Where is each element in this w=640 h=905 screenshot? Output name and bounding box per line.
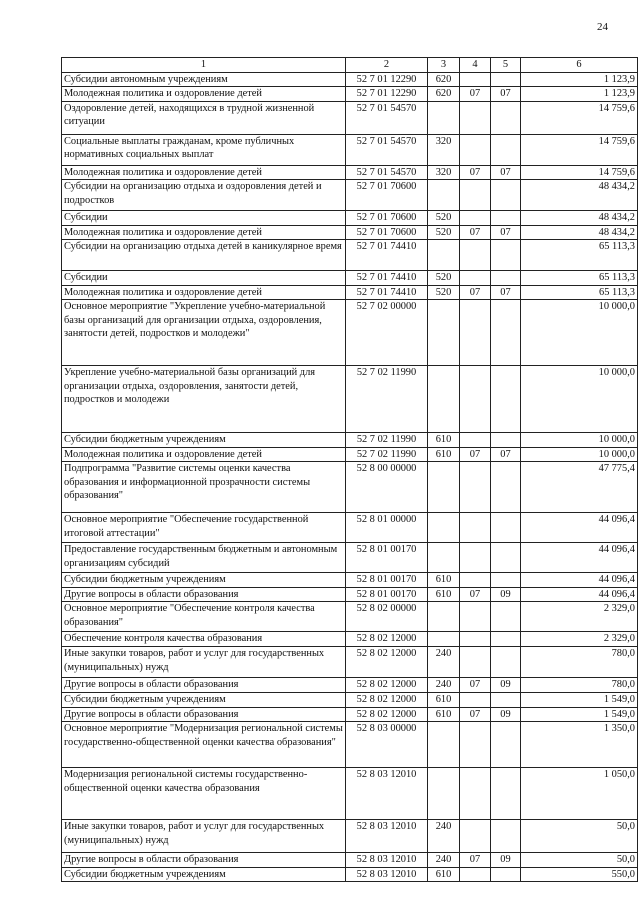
table-row xyxy=(62,87,638,102)
table-row xyxy=(62,211,638,226)
row-subsection-cell xyxy=(491,211,521,226)
row-type-cell: 240 xyxy=(428,647,460,678)
row-section-cell xyxy=(460,240,491,271)
row-amount-cell: 44 096,4 xyxy=(521,543,638,573)
row-amount-cell: 10 000,0 xyxy=(521,447,638,462)
row-type-cell xyxy=(428,632,460,647)
table-row xyxy=(62,462,638,513)
row-name-cell: Укрепление учебно-материальной базы организаций для организации отдыха, оздоровления, занятости детей, подростков и молодежи xyxy=(62,366,346,433)
row-subsection-cell xyxy=(491,101,521,134)
row-name-cell: Основное мероприятие "Модернизация региональной системы государственно-общественной оценки качества образования" xyxy=(62,722,346,768)
row-subsection-cell xyxy=(491,433,521,448)
row-name-cell: Молодежная политика и оздоровление детей xyxy=(62,285,346,300)
row-section-cell xyxy=(460,433,491,448)
header-col-4: 4 xyxy=(460,58,491,73)
row-code-cell: 52 8 03 12010 xyxy=(346,768,428,820)
row-amount-cell: 50,0 xyxy=(521,853,638,868)
row-code-cell: 52 7 01 12290 xyxy=(346,87,428,102)
row-subsection-cell: 07 xyxy=(491,285,521,300)
header-col-3: 3 xyxy=(428,58,460,73)
row-amount-cell: 47 775,4 xyxy=(521,462,638,513)
row-code-cell: 52 8 01 00170 xyxy=(346,543,428,573)
table-row xyxy=(62,225,638,240)
table-row xyxy=(62,587,638,602)
row-type-cell: 240 xyxy=(428,678,460,693)
row-section-cell: 07 xyxy=(460,678,491,693)
row-name-cell: Субсидии xyxy=(62,271,346,286)
header-row xyxy=(62,58,638,73)
row-subsection-cell xyxy=(491,271,521,286)
row-name-cell: Субсидии бюджетным учреждениям xyxy=(62,433,346,448)
row-amount-cell: 48 434,2 xyxy=(521,225,638,240)
table-row xyxy=(62,722,638,768)
row-section-cell xyxy=(460,820,491,853)
row-amount-cell: 1 549,0 xyxy=(521,693,638,708)
row-subsection-cell xyxy=(491,602,521,632)
row-subsection-cell: 07 xyxy=(491,447,521,462)
table-row xyxy=(62,632,638,647)
row-type-cell: 520 xyxy=(428,211,460,226)
row-name-cell: Субсидии xyxy=(62,211,346,226)
row-code-cell: 52 8 02 12000 xyxy=(346,707,428,722)
row-section-cell: 07 xyxy=(460,707,491,722)
table-row xyxy=(62,543,638,573)
row-type-cell: 610 xyxy=(428,587,460,602)
row-code-cell: 52 8 03 00000 xyxy=(346,722,428,768)
row-code-cell: 52 7 01 74410 xyxy=(346,240,428,271)
table-row xyxy=(62,447,638,462)
row-name-cell: Основное мероприятие "Обеспечение государственной итоговой аттестации" xyxy=(62,513,346,543)
row-name-cell: Основное мероприятие "Обеспечение контроля качества образования" xyxy=(62,602,346,632)
row-section-cell xyxy=(460,462,491,513)
row-type-cell: 520 xyxy=(428,225,460,240)
row-amount-cell: 44 096,4 xyxy=(521,513,638,543)
row-subsection-cell xyxy=(491,513,521,543)
row-name-cell: Субсидии бюджетным учреждениям xyxy=(62,867,346,882)
row-section-cell xyxy=(460,867,491,882)
row-section-cell xyxy=(460,632,491,647)
row-subsection-cell xyxy=(491,543,521,573)
row-amount-cell: 10 000,0 xyxy=(521,366,638,433)
table-row xyxy=(62,867,638,882)
row-amount-cell: 14 759,6 xyxy=(521,101,638,134)
table-row xyxy=(62,647,638,678)
row-type-cell: 610 xyxy=(428,433,460,448)
row-section-cell xyxy=(460,573,491,588)
row-subsection-cell xyxy=(491,722,521,768)
row-code-cell: 52 7 01 54570 xyxy=(346,101,428,134)
table-row xyxy=(62,72,638,87)
row-amount-cell: 550,0 xyxy=(521,867,638,882)
row-code-cell: 52 7 01 70600 xyxy=(346,180,428,211)
row-code-cell: 52 7 01 70600 xyxy=(346,225,428,240)
row-type-cell: 320 xyxy=(428,134,460,165)
row-section-cell xyxy=(460,300,491,366)
row-type-cell xyxy=(428,101,460,134)
row-type-cell xyxy=(428,462,460,513)
row-subsection-cell xyxy=(491,573,521,588)
row-subsection-cell xyxy=(491,632,521,647)
table-row xyxy=(62,366,638,433)
row-section-cell: 07 xyxy=(460,587,491,602)
row-type-cell: 620 xyxy=(428,87,460,102)
row-section-cell xyxy=(460,513,491,543)
row-subsection-cell: 07 xyxy=(491,225,521,240)
row-amount-cell: 65 113,3 xyxy=(521,240,638,271)
row-subsection-cell xyxy=(491,180,521,211)
row-type-cell xyxy=(428,602,460,632)
table-row xyxy=(62,853,638,868)
table-row xyxy=(62,513,638,543)
row-section-cell: 07 xyxy=(460,285,491,300)
row-section-cell xyxy=(460,543,491,573)
row-amount-cell: 780,0 xyxy=(521,647,638,678)
row-name-cell: Молодежная политика и оздоровление детей xyxy=(62,447,346,462)
row-code-cell: 52 7 02 11990 xyxy=(346,366,428,433)
row-subsection-cell: 07 xyxy=(491,87,521,102)
table-row xyxy=(62,678,638,693)
row-section-cell: 07 xyxy=(460,225,491,240)
row-code-cell: 52 8 01 00000 xyxy=(346,513,428,543)
row-code-cell: 52 8 02 12000 xyxy=(346,693,428,708)
header-col-6: 6 xyxy=(521,58,638,73)
row-subsection-cell: 07 xyxy=(491,165,521,180)
row-code-cell: 52 7 02 11990 xyxy=(346,433,428,448)
row-amount-cell: 48 434,2 xyxy=(521,180,638,211)
row-code-cell: 52 7 01 54570 xyxy=(346,165,428,180)
row-name-cell: Оздоровление детей, находящихся в трудной жизненной ситуации xyxy=(62,101,346,134)
table-row xyxy=(62,433,638,448)
row-subsection-cell xyxy=(491,300,521,366)
row-code-cell: 52 7 01 54570 xyxy=(346,134,428,165)
row-amount-cell: 2 329,0 xyxy=(521,632,638,647)
header-col-2: 2 xyxy=(346,58,428,73)
table-row xyxy=(62,300,638,366)
row-name-cell: Молодежная политика и оздоровление детей xyxy=(62,165,346,180)
row-type-cell xyxy=(428,366,460,433)
row-name-cell: Субсидии бюджетным учреждениям xyxy=(62,693,346,708)
row-type-cell: 610 xyxy=(428,573,460,588)
row-section-cell: 07 xyxy=(460,447,491,462)
row-amount-cell: 1 123,9 xyxy=(521,87,638,102)
row-name-cell: Основное мероприятие "Укрепление учебно-материальной базы организаций для организации отдыха, оздоровления, занятости детей, подростков и молодежи" xyxy=(62,300,346,366)
row-code-cell: 52 7 01 12290 xyxy=(346,72,428,87)
row-amount-cell: 1 050,0 xyxy=(521,768,638,820)
row-subsection-cell: 09 xyxy=(491,678,521,693)
row-type-cell xyxy=(428,180,460,211)
row-subsection-cell xyxy=(491,693,521,708)
row-subsection-cell xyxy=(491,240,521,271)
row-name-cell: Обеспечение контроля качества образования xyxy=(62,632,346,647)
row-amount-cell: 10 000,0 xyxy=(521,433,638,448)
row-amount-cell: 48 434,2 xyxy=(521,211,638,226)
row-code-cell: 52 7 01 74410 xyxy=(346,285,428,300)
row-amount-cell: 65 113,3 xyxy=(521,271,638,286)
table-header xyxy=(62,58,638,73)
row-subsection-cell xyxy=(491,366,521,433)
row-section-cell xyxy=(460,180,491,211)
table-row xyxy=(62,285,638,300)
row-amount-cell: 2 329,0 xyxy=(521,602,638,632)
row-code-cell: 52 8 00 00000 xyxy=(346,462,428,513)
row-section-cell xyxy=(460,722,491,768)
row-subsection-cell xyxy=(491,768,521,820)
row-name-cell: Другие вопросы в области образования xyxy=(62,707,346,722)
row-type-cell: 240 xyxy=(428,820,460,853)
row-name-cell: Другие вопросы в области образования xyxy=(62,678,346,693)
row-amount-cell: 50,0 xyxy=(521,820,638,853)
row-type-cell: 520 xyxy=(428,285,460,300)
table-row xyxy=(62,768,638,820)
budget-table xyxy=(61,57,638,882)
row-type-cell xyxy=(428,240,460,271)
row-code-cell: 52 7 02 11990 xyxy=(346,447,428,462)
table-row xyxy=(62,707,638,722)
table-row xyxy=(62,180,638,211)
row-code-cell: 52 7 01 74410 xyxy=(346,271,428,286)
row-type-cell: 610 xyxy=(428,447,460,462)
row-section-cell xyxy=(460,647,491,678)
row-type-cell: 610 xyxy=(428,693,460,708)
row-name-cell: Другие вопросы в области образования xyxy=(62,853,346,868)
table-row xyxy=(62,240,638,271)
row-type-cell: 620 xyxy=(428,72,460,87)
row-code-cell: 52 8 02 00000 xyxy=(346,602,428,632)
row-type-cell: 610 xyxy=(428,707,460,722)
row-type-cell: 240 xyxy=(428,853,460,868)
row-type-cell xyxy=(428,722,460,768)
table-row xyxy=(62,101,638,134)
row-subsection-cell xyxy=(491,867,521,882)
row-amount-cell: 44 096,4 xyxy=(521,573,638,588)
row-subsection-cell: 09 xyxy=(491,707,521,722)
row-name-cell: Молодежная политика и оздоровление детей xyxy=(62,225,346,240)
row-section-cell xyxy=(460,602,491,632)
row-type-cell: 320 xyxy=(428,165,460,180)
row-code-cell: 52 8 03 12010 xyxy=(346,867,428,882)
row-subsection-cell xyxy=(491,820,521,853)
row-type-cell xyxy=(428,543,460,573)
header-col-5: 5 xyxy=(491,58,521,73)
row-type-cell: 520 xyxy=(428,271,460,286)
row-section-cell xyxy=(460,768,491,820)
row-type-cell: 610 xyxy=(428,867,460,882)
row-amount-cell: 10 000,0 xyxy=(521,300,638,366)
row-name-cell: Субсидии на организацию отдыха и оздоровления детей и подростков xyxy=(62,180,346,211)
row-section-cell xyxy=(460,693,491,708)
row-code-cell: 52 8 03 12010 xyxy=(346,820,428,853)
row-name-cell: Иные закупки товаров, работ и услуг для государственных (муниципальных) нужд xyxy=(62,820,346,853)
row-section-cell xyxy=(460,72,491,87)
row-code-cell: 52 8 03 12010 xyxy=(346,853,428,868)
table-row xyxy=(62,165,638,180)
row-name-cell: Молодежная политика и оздоровление детей xyxy=(62,87,346,102)
page-number: 24 xyxy=(597,21,608,33)
row-subsection-cell xyxy=(491,72,521,87)
row-subsection-cell xyxy=(491,647,521,678)
row-section-cell: 07 xyxy=(460,165,491,180)
row-name-cell: Субсидии на организацию отдыха детей в каникулярное время xyxy=(62,240,346,271)
row-section-cell xyxy=(460,134,491,165)
row-name-cell: Социальные выплаты гражданам, кроме публичных нормативных социальных выплат xyxy=(62,134,346,165)
table-row xyxy=(62,693,638,708)
row-subsection-cell xyxy=(491,462,521,513)
row-section-cell xyxy=(460,211,491,226)
row-name-cell: Модернизация региональной системы государственно-общественной оценки качества образования xyxy=(62,768,346,820)
row-code-cell: 52 8 01 00170 xyxy=(346,573,428,588)
row-section-cell: 07 xyxy=(460,87,491,102)
table-row xyxy=(62,820,638,853)
row-section-cell: 07 xyxy=(460,853,491,868)
row-amount-cell: 65 113,3 xyxy=(521,285,638,300)
row-type-cell xyxy=(428,300,460,366)
table-body xyxy=(62,72,638,882)
row-name-cell: Предоставление государственным бюджетным и автономным организациям субсидий xyxy=(62,543,346,573)
row-code-cell: 52 8 01 00170 xyxy=(346,587,428,602)
row-code-cell: 52 7 01 70600 xyxy=(346,211,428,226)
table-row xyxy=(62,271,638,286)
row-amount-cell: 14 759,6 xyxy=(521,134,638,165)
row-section-cell xyxy=(460,101,491,134)
row-code-cell: 52 8 02 12000 xyxy=(346,647,428,678)
row-type-cell xyxy=(428,513,460,543)
row-name-cell: Иные закупки товаров, работ и услуг для государственных (муниципальных) нужд xyxy=(62,647,346,678)
row-section-cell xyxy=(460,271,491,286)
row-name-cell: Подпрограмма "Развитие системы оценки качества образования и информационной прозрачности системы образования" xyxy=(62,462,346,513)
row-code-cell: 52 8 02 12000 xyxy=(346,632,428,647)
row-subsection-cell xyxy=(491,134,521,165)
row-subsection-cell: 09 xyxy=(491,853,521,868)
row-name-cell: Субсидии автономным учреждениям xyxy=(62,72,346,87)
row-amount-cell: 1 123,9 xyxy=(521,72,638,87)
table-row xyxy=(62,602,638,632)
row-name-cell: Субсидии бюджетным учреждениям xyxy=(62,573,346,588)
row-amount-cell: 14 759,6 xyxy=(521,165,638,180)
row-type-cell xyxy=(428,768,460,820)
table-row xyxy=(62,134,638,165)
row-amount-cell: 780,0 xyxy=(521,678,638,693)
row-amount-cell: 44 096,4 xyxy=(521,587,638,602)
table-row xyxy=(62,573,638,588)
row-code-cell: 52 8 02 12000 xyxy=(346,678,428,693)
row-section-cell xyxy=(460,366,491,433)
row-code-cell: 52 7 02 00000 xyxy=(346,300,428,366)
header-col-1: 1 xyxy=(62,58,346,73)
row-amount-cell: 1 549,0 xyxy=(521,707,638,722)
row-subsection-cell: 09 xyxy=(491,587,521,602)
row-name-cell: Другие вопросы в области образования xyxy=(62,587,346,602)
row-amount-cell: 1 350,0 xyxy=(521,722,638,768)
